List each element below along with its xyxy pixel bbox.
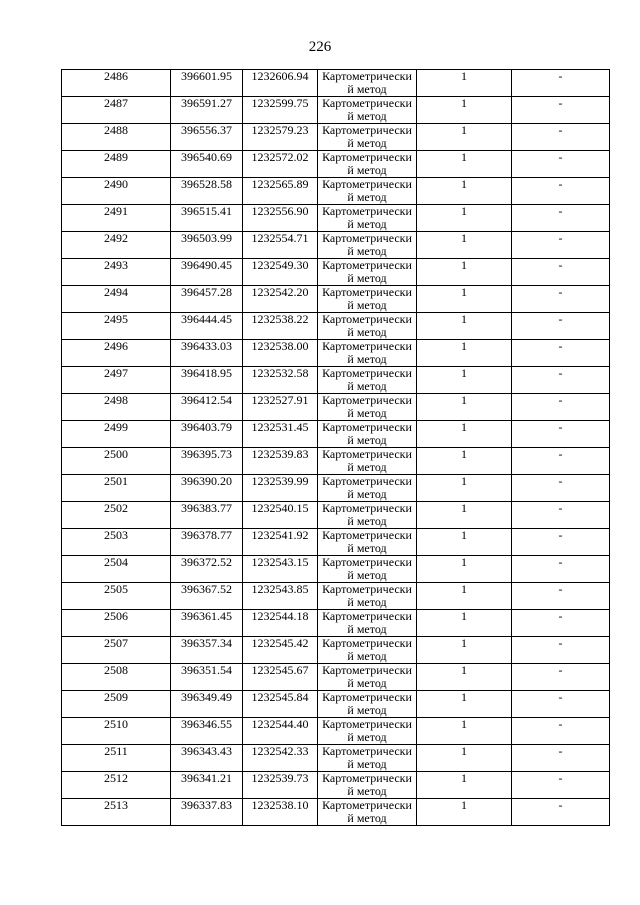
table-row <box>62 502 610 529</box>
x-coordinate-cell: 396372.52 <box>171 556 243 583</box>
method-text-line2: й метод <box>347 298 387 312</box>
count-cell: 1 <box>417 610 512 637</box>
method-text-line1: Картометрически <box>322 636 412 650</box>
method-text-line2: й метод <box>347 82 387 96</box>
method-text-line1: Картометрически <box>322 96 412 110</box>
point-number-cell: 2489 <box>62 151 171 178</box>
method-text-line2: й метод <box>347 244 387 258</box>
y-coordinate-cell: 1232542.20 <box>243 286 318 313</box>
method-text-line1: Картометрически <box>322 285 412 299</box>
dash-cell: - <box>512 70 610 97</box>
x-coordinate-cell: 396418.95 <box>171 367 243 394</box>
method-cell <box>318 340 417 367</box>
x-coordinate-cell: 396390.20 <box>171 475 243 502</box>
table-row <box>62 772 610 799</box>
table-row <box>62 475 610 502</box>
point-number-cell: 2508 <box>62 664 171 691</box>
point-number-cell: 2488 <box>62 124 171 151</box>
x-coordinate-cell: 396515.41 <box>171 205 243 232</box>
x-coordinate-cell: 396490.45 <box>171 259 243 286</box>
method-text-line1: Картометрически <box>322 393 412 407</box>
point-number-cell: 2513 <box>62 799 171 826</box>
method-text-line2: й метод <box>347 136 387 150</box>
y-coordinate-cell: 1232538.22 <box>243 313 318 340</box>
dash-cell: - <box>512 124 610 151</box>
dash-cell: - <box>512 637 610 664</box>
x-coordinate-cell: 396395.73 <box>171 448 243 475</box>
x-coordinate-cell: 396412.54 <box>171 394 243 421</box>
method-text-line1: Картометрически <box>322 609 412 623</box>
dash-cell: - <box>512 97 610 124</box>
method-text-line2: й метод <box>347 703 387 717</box>
count-cell: 1 <box>417 583 512 610</box>
method-text-line2: й метод <box>347 190 387 204</box>
count-cell: 1 <box>417 502 512 529</box>
count-cell: 1 <box>417 124 512 151</box>
x-coordinate-cell: 396383.77 <box>171 502 243 529</box>
x-coordinate-cell: 396444.45 <box>171 313 243 340</box>
dash-cell: - <box>512 529 610 556</box>
dash-cell: - <box>512 664 610 691</box>
table-row <box>62 124 610 151</box>
x-coordinate-cell: 396503.99 <box>171 232 243 259</box>
x-coordinate-cell: 396591.27 <box>171 97 243 124</box>
point-number-cell: 2493 <box>62 259 171 286</box>
y-coordinate-cell: 1232545.67 <box>243 664 318 691</box>
method-text-line2: й метод <box>347 163 387 177</box>
count-cell: 1 <box>417 232 512 259</box>
method-text-line1: Картометрически <box>322 771 412 785</box>
x-coordinate-cell: 396361.45 <box>171 610 243 637</box>
point-number-cell: 2507 <box>62 637 171 664</box>
count-cell: 1 <box>417 664 512 691</box>
method-text-line1: Картометрически <box>322 528 412 542</box>
count-cell: 1 <box>417 259 512 286</box>
x-coordinate-cell: 396556.37 <box>171 124 243 151</box>
table-row <box>62 799 610 826</box>
point-number-cell: 2490 <box>62 178 171 205</box>
table-row <box>62 745 610 772</box>
dash-cell: - <box>512 745 610 772</box>
method-cell <box>318 421 417 448</box>
method-text-line2: й метод <box>347 109 387 123</box>
table-row <box>62 448 610 475</box>
y-coordinate-cell: 1232538.00 <box>243 340 318 367</box>
x-coordinate-cell: 396367.52 <box>171 583 243 610</box>
point-number-cell: 2495 <box>62 313 171 340</box>
dash-cell: - <box>512 313 610 340</box>
point-number-cell: 2499 <box>62 421 171 448</box>
x-coordinate-cell: 396601.95 <box>171 70 243 97</box>
point-number-cell: 2512 <box>62 772 171 799</box>
count-cell: 1 <box>417 340 512 367</box>
method-text-line1: Картометрически <box>322 69 412 83</box>
method-cell <box>318 556 417 583</box>
method-cell <box>318 664 417 691</box>
method-text-line1: Картометрически <box>322 204 412 218</box>
dash-cell: - <box>512 421 610 448</box>
method-text-line2: й метод <box>347 271 387 285</box>
dash-cell: - <box>512 583 610 610</box>
table-row <box>62 583 610 610</box>
y-coordinate-cell: 1232540.15 <box>243 502 318 529</box>
count-cell: 1 <box>417 97 512 124</box>
y-coordinate-cell: 1232538.10 <box>243 799 318 826</box>
method-text-line2: й метод <box>347 217 387 231</box>
table-row <box>62 205 610 232</box>
table-row <box>62 151 610 178</box>
y-coordinate-cell: 1232543.15 <box>243 556 318 583</box>
table-row <box>62 718 610 745</box>
dash-cell: - <box>512 556 610 583</box>
method-cell <box>318 529 417 556</box>
method-text-line2: й метод <box>347 649 387 663</box>
y-coordinate-cell: 1232565.89 <box>243 178 318 205</box>
point-number-cell: 2486 <box>62 70 171 97</box>
dash-cell: - <box>512 178 610 205</box>
dash-cell: - <box>512 259 610 286</box>
table-row <box>62 691 610 718</box>
count-cell: 1 <box>417 637 512 664</box>
method-text-line1: Картометрически <box>322 555 412 569</box>
count-cell: 1 <box>417 205 512 232</box>
method-text-line1: Картометрически <box>322 150 412 164</box>
dash-cell: - <box>512 772 610 799</box>
y-coordinate-cell: 1232572.02 <box>243 151 318 178</box>
point-number-cell: 2491 <box>62 205 171 232</box>
coordinates-table <box>61 69 610 826</box>
method-text-line1: Картометрически <box>322 312 412 326</box>
point-number-cell: 2487 <box>62 97 171 124</box>
dash-cell: - <box>512 475 610 502</box>
point-number-cell: 2505 <box>62 583 171 610</box>
table-row <box>62 664 610 691</box>
method-cell <box>318 637 417 664</box>
method-text-line1: Картометрически <box>322 690 412 704</box>
x-coordinate-cell: 396403.79 <box>171 421 243 448</box>
dash-cell: - <box>512 286 610 313</box>
y-coordinate-cell: 1232539.73 <box>243 772 318 799</box>
count-cell: 1 <box>417 556 512 583</box>
count-cell: 1 <box>417 286 512 313</box>
count-cell: 1 <box>417 367 512 394</box>
method-text-line1: Картометрически <box>322 717 412 731</box>
x-coordinate-cell: 396357.34 <box>171 637 243 664</box>
table-row <box>62 97 610 124</box>
count-cell: 1 <box>417 313 512 340</box>
y-coordinate-cell: 1232545.84 <box>243 691 318 718</box>
method-cell <box>318 502 417 529</box>
method-cell <box>318 367 417 394</box>
y-coordinate-cell: 1232532.58 <box>243 367 318 394</box>
method-cell <box>318 448 417 475</box>
x-coordinate-cell: 396433.03 <box>171 340 243 367</box>
dash-cell: - <box>512 799 610 826</box>
method-text-line1: Картометрически <box>322 501 412 515</box>
y-coordinate-cell: 1232527.91 <box>243 394 318 421</box>
method-cell <box>318 286 417 313</box>
method-cell <box>318 313 417 340</box>
y-coordinate-cell: 1232544.18 <box>243 610 318 637</box>
count-cell: 1 <box>417 448 512 475</box>
method-cell <box>318 151 417 178</box>
method-text-line2: й метод <box>347 784 387 798</box>
table-row <box>62 340 610 367</box>
dash-cell: - <box>512 151 610 178</box>
method-text-line2: й метод <box>347 433 387 447</box>
method-cell <box>318 475 417 502</box>
count-cell: 1 <box>417 151 512 178</box>
method-text-line2: й метод <box>347 676 387 690</box>
method-cell <box>318 394 417 421</box>
table-row <box>62 259 610 286</box>
y-coordinate-cell: 1232554.71 <box>243 232 318 259</box>
method-text-line1: Картометрически <box>322 582 412 596</box>
method-text-line2: й метод <box>347 406 387 420</box>
point-number-cell: 2504 <box>62 556 171 583</box>
y-coordinate-cell: 1232545.42 <box>243 637 318 664</box>
table-row <box>62 610 610 637</box>
method-text-line1: Картометрически <box>322 798 412 812</box>
dash-cell: - <box>512 448 610 475</box>
dash-cell: - <box>512 340 610 367</box>
x-coordinate-cell: 396343.43 <box>171 745 243 772</box>
x-coordinate-cell: 396337.83 <box>171 799 243 826</box>
method-text-line2: й метод <box>347 757 387 771</box>
point-number-cell: 2498 <box>62 394 171 421</box>
count-cell: 1 <box>417 178 512 205</box>
table-row <box>62 232 610 259</box>
table-row <box>62 178 610 205</box>
method-text-line2: й метод <box>347 325 387 339</box>
method-cell <box>318 124 417 151</box>
point-number-cell: 2510 <box>62 718 171 745</box>
x-coordinate-cell: 396528.58 <box>171 178 243 205</box>
method-text-line2: й метод <box>347 514 387 528</box>
method-cell <box>318 583 417 610</box>
y-coordinate-cell: 1232539.83 <box>243 448 318 475</box>
method-text-line1: Картометрически <box>322 123 412 137</box>
method-cell <box>318 259 417 286</box>
method-text-line2: й метод <box>347 811 387 825</box>
x-coordinate-cell: 396346.55 <box>171 718 243 745</box>
table-row <box>62 70 610 97</box>
coordinates-table-body <box>62 70 610 826</box>
x-coordinate-cell: 396457.28 <box>171 286 243 313</box>
table-row <box>62 286 610 313</box>
dash-cell: - <box>512 502 610 529</box>
method-cell <box>318 232 417 259</box>
table-row <box>62 556 610 583</box>
method-cell <box>318 70 417 97</box>
dash-cell: - <box>512 205 610 232</box>
method-cell <box>318 772 417 799</box>
method-text-line2: й метод <box>347 460 387 474</box>
method-cell <box>318 745 417 772</box>
y-coordinate-cell: 1232544.40 <box>243 718 318 745</box>
method-text-line1: Картометрически <box>322 177 412 191</box>
dash-cell: - <box>512 691 610 718</box>
method-text-line1: Картометрически <box>322 231 412 245</box>
dash-cell: - <box>512 367 610 394</box>
method-text-line1: Картометрически <box>322 663 412 677</box>
method-text-line1: Картометрически <box>322 339 412 353</box>
count-cell: 1 <box>417 718 512 745</box>
y-coordinate-cell: 1232539.99 <box>243 475 318 502</box>
method-text-line2: й метод <box>347 487 387 501</box>
method-cell <box>318 205 417 232</box>
point-number-cell: 2500 <box>62 448 171 475</box>
count-cell: 1 <box>417 772 512 799</box>
method-text-line1: Картометрически <box>322 474 412 488</box>
count-cell: 1 <box>417 394 512 421</box>
count-cell: 1 <box>417 691 512 718</box>
method-cell <box>318 97 417 124</box>
method-text-line1: Картометрически <box>322 420 412 434</box>
dash-cell: - <box>512 394 610 421</box>
method-text-line1: Картометрически <box>322 744 412 758</box>
point-number-cell: 2511 <box>62 745 171 772</box>
method-text-line1: Картометрически <box>322 366 412 380</box>
y-coordinate-cell: 1232541.92 <box>243 529 318 556</box>
page-number: 226 <box>308 39 332 55</box>
count-cell: 1 <box>417 799 512 826</box>
point-number-cell: 2502 <box>62 502 171 529</box>
dash-cell: - <box>512 610 610 637</box>
x-coordinate-cell: 396349.49 <box>171 691 243 718</box>
point-number-cell: 2503 <box>62 529 171 556</box>
method-text-line2: й метод <box>347 541 387 555</box>
method-text-line1: Картометрически <box>322 447 412 461</box>
method-cell <box>318 718 417 745</box>
point-number-cell: 2496 <box>62 340 171 367</box>
table-row <box>62 421 610 448</box>
y-coordinate-cell: 1232556.90 <box>243 205 318 232</box>
method-text-line2: й метод <box>347 595 387 609</box>
y-coordinate-cell: 1232531.45 <box>243 421 318 448</box>
y-coordinate-cell: 1232543.85 <box>243 583 318 610</box>
method-cell <box>318 178 417 205</box>
dash-cell: - <box>512 232 610 259</box>
y-coordinate-cell: 1232606.94 <box>243 70 318 97</box>
count-cell: 1 <box>417 421 512 448</box>
point-number-cell: 2501 <box>62 475 171 502</box>
method-cell <box>318 691 417 718</box>
y-coordinate-cell: 1232542.33 <box>243 745 318 772</box>
x-coordinate-cell: 396378.77 <box>171 529 243 556</box>
y-coordinate-cell: 1232579.23 <box>243 124 318 151</box>
method-cell <box>318 799 417 826</box>
point-number-cell: 2497 <box>62 367 171 394</box>
table-row <box>62 529 610 556</box>
table-row <box>62 367 610 394</box>
count-cell: 1 <box>417 529 512 556</box>
y-coordinate-cell: 1232599.75 <box>243 97 318 124</box>
method-text-line1: Картометрически <box>322 258 412 272</box>
point-number-cell: 2492 <box>62 232 171 259</box>
count-cell: 1 <box>417 70 512 97</box>
method-text-line2: й метод <box>347 622 387 636</box>
table-row <box>62 313 610 340</box>
dash-cell: - <box>512 718 610 745</box>
count-cell: 1 <box>417 475 512 502</box>
x-coordinate-cell: 396351.54 <box>171 664 243 691</box>
x-coordinate-cell: 396341.21 <box>171 772 243 799</box>
x-coordinate-cell: 396540.69 <box>171 151 243 178</box>
method-text-line2: й метод <box>347 730 387 744</box>
point-number-cell: 2509 <box>62 691 171 718</box>
point-number-cell: 2494 <box>62 286 171 313</box>
point-number-cell: 2506 <box>62 610 171 637</box>
method-text-line2: й метод <box>347 379 387 393</box>
method-text-line2: й метод <box>347 352 387 366</box>
count-cell: 1 <box>417 745 512 772</box>
table-row <box>62 394 610 421</box>
method-cell <box>318 610 417 637</box>
table-row <box>62 637 610 664</box>
y-coordinate-cell: 1232549.30 <box>243 259 318 286</box>
method-text-line2: й метод <box>347 568 387 582</box>
